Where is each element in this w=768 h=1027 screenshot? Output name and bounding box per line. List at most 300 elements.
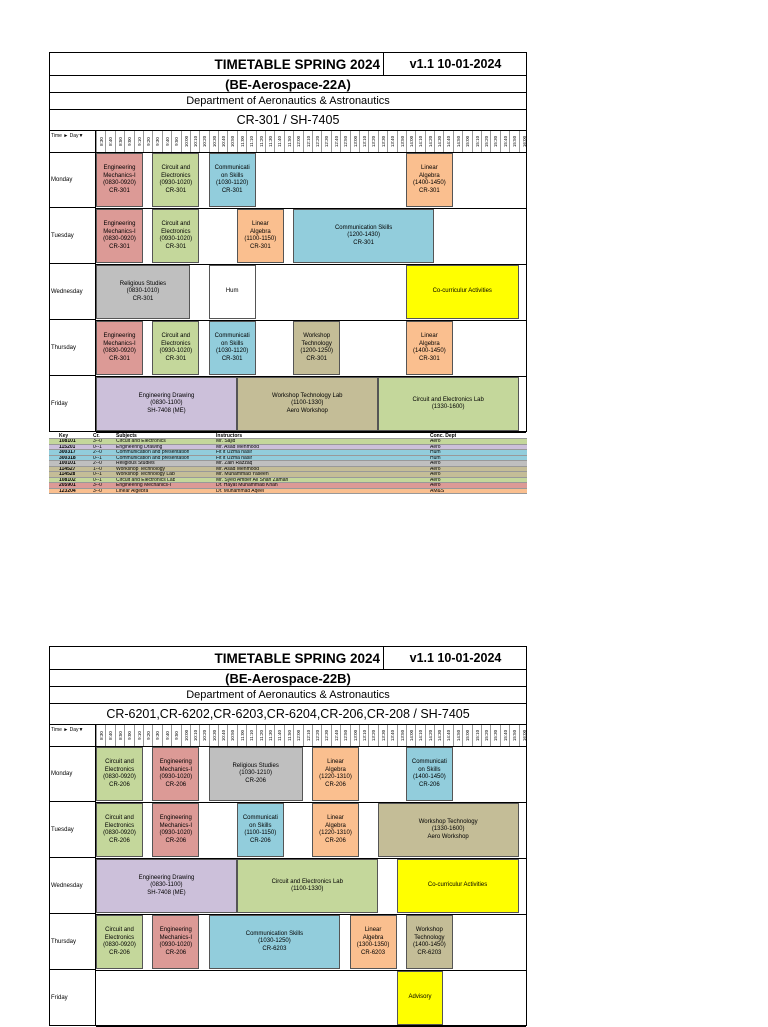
time-tick-label — [519, 725, 528, 746]
time-tick-text: 14:40 — [446, 135, 452, 148]
timetable — [49, 52, 527, 432]
class-block-text: CR-301 — [165, 187, 187, 194]
time-tick-label — [227, 725, 236, 746]
class-block-text: Mechanics-I — [159, 934, 192, 941]
time-day-label: Time ► Day▼ — [50, 725, 96, 746]
class-block[interactable] — [96, 265, 190, 319]
time-tick-text: 14:50 — [455, 135, 461, 148]
time-tick-text: 8:40 — [108, 731, 114, 740]
key-cell: Linear Algebra — [116, 488, 149, 494]
class-block[interactable] — [152, 209, 199, 263]
class-block[interactable] — [406, 747, 453, 801]
class-block-text: (0930-1020) — [159, 942, 193, 948]
class-block[interactable] — [209, 915, 340, 969]
time-tick-text: 10:20 — [202, 135, 208, 148]
time-tick-text: 11:50 — [286, 136, 292, 147]
class-block[interactable] — [152, 915, 199, 969]
time-tick-text: 15:30 — [493, 729, 499, 742]
time-tick-text: 10:30 — [211, 729, 217, 742]
class-block-text: CR-301 — [353, 239, 374, 246]
time-tick-label — [350, 131, 359, 152]
time-tick-label — [190, 725, 199, 746]
class-block[interactable] — [209, 747, 303, 801]
time-tick-text: 12:10 — [305, 135, 311, 148]
class-block-text: Communication Skills — [334, 224, 393, 231]
class-block-text: (1100-1330) — [291, 886, 324, 892]
class-block-text: (0930-1020) — [159, 830, 193, 836]
time-header-row — [50, 131, 526, 153]
key-header-cell: Cr. — [93, 433, 100, 439]
time-tick-text: 12:30 — [324, 135, 330, 148]
time-tick-text: 10:10 — [192, 729, 198, 742]
class-block[interactable] — [312, 747, 359, 801]
time-tick-text: 16:00 — [521, 135, 527, 148]
time-tick-label — [190, 131, 199, 152]
time-tick-label — [368, 131, 377, 152]
key-cell: Aero — [430, 461, 441, 466]
day-row-divider — [96, 970, 526, 1027]
time-tick-text: 12:40 — [333, 729, 339, 742]
time-tick-text: 13:40 — [390, 729, 396, 742]
class-block[interactable] — [237, 803, 284, 857]
key-cell: Mr. Syed Amber Ali Shah Zaman — [216, 477, 289, 483]
time-tick-label — [134, 725, 143, 746]
class-block[interactable] — [209, 265, 256, 319]
class-block[interactable] — [350, 915, 397, 969]
key-cell: Flt lt Uzma nasir — [216, 455, 253, 461]
key-cell: 2--0 — [93, 450, 102, 455]
time-tick-label — [181, 725, 190, 746]
time-tick-text: 9:00 — [127, 731, 133, 740]
class-block-text: Circuit and — [105, 759, 134, 765]
class-block-text: Linear — [421, 333, 438, 339]
key-cell: 300317 — [59, 450, 76, 455]
time-tick-label — [368, 725, 377, 746]
class-block-text: (1100-1150) — [244, 236, 277, 242]
class-block[interactable] — [312, 803, 359, 857]
class-block-text: (0830-0920) — [103, 942, 136, 948]
key-cell: Circuit and Electronics — [116, 439, 166, 444]
time-tick-label — [406, 725, 415, 746]
time-tick-label — [509, 131, 518, 152]
time-tick-label — [181, 131, 190, 152]
time-tick-text: 11:10 — [249, 136, 255, 147]
key-cell: Hum — [430, 455, 441, 461]
time-tick-label — [143, 131, 152, 152]
class-block-text: (0830-0920) — [103, 348, 136, 354]
time-tick-text: 11:10 — [249, 730, 255, 741]
time-tick-label — [284, 131, 293, 152]
class-block[interactable] — [96, 321, 143, 375]
time-tick-label — [312, 725, 321, 746]
time-tick-label — [312, 131, 321, 152]
class-block-text: (0930-1020) — [159, 774, 193, 780]
class-block-text: CR-206 — [109, 781, 130, 788]
key-cell: 100101 — [59, 461, 76, 466]
time-tick-text: 9:50 — [174, 137, 180, 146]
class-block-text: CR-6203 — [417, 949, 442, 956]
class-block[interactable] — [209, 321, 256, 375]
time-tick-text: 11:40 — [277, 136, 283, 147]
time-tick-label — [415, 131, 424, 152]
time-tick-label — [378, 725, 387, 746]
class-block-text: (1330-1600) — [431, 826, 465, 833]
key-cell: Mr. Zain Razzaq — [216, 461, 253, 466]
day-label: Tuesday — [50, 208, 96, 264]
time-tick-label — [227, 131, 236, 152]
class-block-text: (1220-1310) — [319, 774, 352, 780]
key-header-cell: Conc. Dept — [430, 433, 457, 439]
time-tick-text: 13:00 — [352, 729, 358, 742]
key-cell: Aero — [430, 466, 441, 472]
time-tick-label — [237, 725, 246, 746]
class-block-text: (0830-1100) — [150, 882, 183, 889]
class-block-text: CR-301 — [109, 187, 130, 194]
time-tick-text: 11:30 — [268, 730, 274, 741]
time-tick-text: 9:30 — [155, 731, 161, 740]
key-cell: Circuit and Electronics Lab — [116, 477, 176, 483]
time-tick-label — [462, 725, 471, 746]
time-tick-text: 10:50 — [230, 135, 236, 148]
class-block-text: Circuit and Electronics Lab — [412, 396, 484, 403]
class-block[interactable] — [397, 971, 444, 1025]
time-tick-text: 10:00 — [183, 135, 189, 148]
time-tick-text: 13:30 — [380, 729, 386, 742]
time-tick-label — [124, 725, 133, 746]
time-tick-text: 13:20 — [371, 729, 377, 742]
key-cell: Hum — [430, 450, 441, 455]
time-tick-text: 11:00 — [239, 136, 245, 147]
class-block-text: Algebra — [325, 822, 346, 829]
class-block-text: Engineering — [103, 165, 136, 171]
class-block[interactable] — [406, 915, 453, 969]
time-tick-text: 8:30 — [99, 731, 104, 740]
class-block-text: CR-206 — [249, 837, 271, 844]
class-block-text: SH-7408 (ME) — [147, 407, 186, 414]
class-block-text: Circuit and Electronics Lab — [271, 878, 343, 885]
class-block-text: CR-206 — [109, 949, 130, 956]
class-block-text: Circuit and — [161, 165, 191, 171]
key-cell: Flt lt Uzma nasir — [216, 450, 253, 455]
time-tick-text: 15:10 — [474, 135, 480, 148]
time-tick-text: 8:50 — [117, 137, 123, 146]
class-block-text: Communicati — [214, 165, 250, 171]
day-label: Wednesday — [50, 858, 96, 914]
time-tick-label — [171, 725, 180, 746]
class-block[interactable] — [293, 209, 434, 263]
key-cell: Aero — [430, 472, 441, 477]
class-block-text: Mechanics-I — [159, 822, 192, 829]
class-block-text: (1400-1450) — [413, 348, 446, 354]
class-block-text: Technology — [301, 340, 332, 347]
time-tick-label — [453, 725, 462, 746]
class-block-text: Linear — [421, 165, 438, 171]
time-tick-text: 10:40 — [221, 135, 227, 148]
key-cell: 3--0 — [93, 483, 102, 488]
time-tick-text: 14:10 — [418, 135, 424, 148]
time-tick-text: 12:00 — [296, 135, 302, 148]
time-tick-label — [246, 131, 255, 152]
time-tick-label — [331, 725, 340, 746]
time-tick-text: 15:20 — [484, 135, 490, 148]
key-cell: Religious Studies — [116, 461, 155, 466]
key-row — [49, 489, 527, 495]
key-cell: 115201 — [59, 444, 76, 450]
class-block[interactable] — [96, 915, 143, 969]
class-block-text: Algebra — [325, 766, 346, 773]
time-tick-label — [293, 725, 302, 746]
time-tick-label — [397, 725, 406, 746]
class-block[interactable] — [293, 321, 340, 375]
key-cell: 0--1 — [93, 444, 102, 450]
class-block[interactable] — [96, 803, 143, 857]
time-tick-label — [359, 131, 368, 152]
class-block-text: (1030-1120) — [216, 348, 249, 354]
time-tick-text: 11:20 — [258, 730, 264, 741]
key-cell: Engineering Drawing — [116, 444, 163, 450]
class-block-text: Electronics — [104, 822, 135, 829]
class-block-text: Mechanics-I — [159, 766, 192, 773]
time-header-row — [50, 725, 526, 747]
time-tick-text: 9:40 — [164, 137, 170, 146]
time-tick-text: 14:00 — [408, 135, 414, 148]
class-block-text: Mechanics-I — [103, 172, 136, 179]
class-block-text: Electronics — [161, 172, 191, 179]
class-block[interactable] — [96, 153, 143, 207]
time-tick-text: 11:20 — [258, 136, 264, 147]
time-tick-label — [293, 131, 302, 152]
class-block-text: Workshop Technology Lab — [272, 392, 343, 399]
key-cell: Aero — [430, 444, 441, 450]
time-tick-text: 10:10 — [192, 135, 198, 148]
department-name: Department of Aeronautics & Astronautics — [50, 93, 526, 110]
class-block-text: (0930-1020) — [159, 348, 193, 354]
day-label: Wednesday — [50, 264, 96, 320]
class-block-text: Workshop — [415, 927, 443, 933]
class-block[interactable] — [152, 803, 199, 857]
key-cell: 300318 — [59, 455, 76, 461]
class-block[interactable] — [96, 209, 143, 263]
time-tick-text: 15:30 — [493, 135, 499, 148]
version-label: v1.1 10-01-2024 — [409, 57, 502, 71]
class-block-text: Technology — [414, 934, 445, 941]
time-tick-text: 14:30 — [437, 729, 443, 742]
time-tick-text: 13:20 — [371, 135, 377, 148]
time-tick-text: 14:20 — [427, 729, 433, 742]
class-block-text: CR-301 — [221, 355, 243, 362]
time-tick-label — [274, 725, 283, 746]
class-block-text: (1100-1150) — [244, 830, 277, 836]
time-tick-label — [303, 131, 312, 152]
class-block-text: (0830-0920) — [103, 180, 136, 186]
time-tick-label — [443, 725, 452, 746]
class-block-text: Engineering — [103, 333, 136, 339]
class-block[interactable] — [96, 747, 143, 801]
class-block-text: Linear — [327, 759, 344, 765]
class-block-text: Engineering — [159, 759, 192, 765]
time-tick-label — [425, 131, 434, 152]
time-tick-label — [105, 131, 114, 152]
class-block-text: CR-206 — [325, 837, 346, 844]
class-block[interactable] — [237, 209, 284, 263]
time-tick-label — [425, 725, 434, 746]
class-block[interactable] — [406, 321, 453, 375]
time-tick-label — [171, 131, 180, 152]
time-tick-label — [152, 131, 161, 152]
time-tick-text: 12:50 — [343, 135, 349, 148]
day-label: Thursday — [50, 320, 96, 376]
class-block[interactable] — [378, 377, 519, 431]
room-list: CR-301 / SH-7405 — [50, 110, 526, 131]
class-block-text: CR-206 — [165, 781, 187, 788]
key-cell: 3--0 — [93, 439, 102, 444]
key-cell: 0--1 — [93, 455, 102, 461]
key-cell: Aero — [430, 439, 441, 444]
class-block-text: CR-206 — [165, 837, 187, 844]
class-block-text: Engineering — [159, 927, 192, 933]
time-tick-label — [359, 725, 368, 746]
time-tick-label — [472, 725, 481, 746]
class-block-text: CR-206 — [165, 949, 187, 956]
class-block[interactable] — [378, 803, 519, 857]
time-tick-text: 13:10 — [361, 729, 367, 742]
time-tick-label — [490, 725, 499, 746]
time-tick-text: 15:50 — [512, 729, 518, 742]
time-tick-text: 13:30 — [380, 135, 386, 148]
schedule-grid — [49, 725, 527, 1026]
time-tick-text: 14:00 — [408, 729, 414, 742]
time-tick-label — [237, 131, 246, 152]
class-block[interactable] — [96, 859, 237, 913]
class-block-text: Linear — [327, 815, 344, 821]
time-tick-text: 15:50 — [512, 135, 518, 148]
time-tick-label — [256, 131, 265, 152]
time-tick-text: 16:00 — [521, 729, 527, 742]
class-block-text: on Skills — [220, 172, 244, 179]
time-tick-text: 10:20 — [202, 729, 208, 742]
class-block[interactable] — [152, 321, 199, 375]
time-tick-label — [162, 725, 171, 746]
time-tick-label — [490, 131, 499, 152]
class-block-text: Circuit and — [105, 927, 134, 933]
class-block-text: Workshop Technology — [418, 818, 478, 825]
time-tick-text: 12:00 — [296, 729, 302, 742]
class-block-text: (0830-1010) — [126, 288, 160, 295]
class-block[interactable] — [152, 153, 199, 207]
time-tick-text: 15:00 — [465, 729, 471, 742]
time-tick-text: 12:40 — [333, 135, 339, 148]
time-tick-text: 10:40 — [221, 729, 227, 742]
time-tick-text: 15:10 — [474, 729, 480, 742]
class-block-text: CR-301 — [249, 243, 271, 250]
timetable-header — [49, 52, 527, 131]
class-block-text: (1400-1450) — [413, 942, 446, 948]
class-block-text: (1300-1350) — [356, 942, 390, 948]
class-block[interactable] — [209, 153, 256, 207]
time-tick-label — [256, 725, 265, 746]
class-block-text: Communicati — [411, 759, 447, 765]
class-block-text: CR-206 — [109, 837, 130, 844]
key-cell: Mr. Asad Mehmood — [216, 466, 260, 472]
time-tick-text: 12:30 — [324, 729, 330, 742]
time-tick-label — [152, 725, 161, 746]
day-label: Monday — [50, 152, 96, 208]
class-block-text: Algebra — [362, 934, 384, 941]
key-cell: AM&S — [430, 488, 445, 494]
day-label: Tuesday — [50, 802, 96, 858]
class-block-text: CR-301 — [165, 243, 187, 250]
title-row — [50, 647, 526, 670]
time-tick-text: 13:00 — [352, 135, 358, 148]
class-block-text: CR-301 — [419, 355, 440, 362]
class-block-text: (1100-1330) — [291, 400, 324, 407]
class-block[interactable] — [237, 859, 378, 913]
class-block-text: on Skills — [418, 766, 441, 773]
class-block[interactable] — [96, 377, 237, 431]
key-cell: Dr. Muhammad Aqeel — [216, 488, 265, 494]
class-block-text: Workshop — [303, 333, 331, 339]
key-cell: Aero — [430, 477, 441, 483]
time-tick-label — [519, 131, 528, 152]
time-tick-text: 8:40 — [108, 137, 114, 146]
class-block-text: Electronics — [104, 934, 135, 941]
timetable-title: TIMETABLE SPRING 2024 — [50, 53, 384, 76]
key-cell: Communication and presentation — [116, 450, 190, 455]
time-tick-label — [500, 131, 509, 152]
time-tick-label — [265, 725, 274, 746]
class-block-text: CR-206 — [245, 777, 266, 784]
day-label: Friday — [50, 376, 96, 432]
class-block-text: Linear — [251, 221, 269, 227]
time-tick-text: 11:00 — [239, 730, 245, 741]
key-cell: 108102 — [59, 477, 76, 483]
key-cell: Communication and presentation — [116, 455, 190, 461]
title-row — [50, 53, 526, 76]
class-block-text: Circuit and — [105, 815, 134, 821]
key-cell: 108101 — [59, 439, 76, 444]
time-tick-label — [340, 131, 349, 152]
schedule-grid — [49, 131, 527, 432]
key-cell: 2--0 — [93, 461, 102, 466]
class-block-text: CR-301 — [109, 355, 130, 362]
class-block-text: Religious Studies — [232, 762, 279, 769]
time-tick-label — [481, 131, 490, 152]
class-block-text: CR-206 — [325, 781, 346, 788]
class-block-text: CR-301 — [221, 187, 243, 194]
time-tick-label — [143, 725, 152, 746]
class-block[interactable] — [406, 153, 453, 207]
time-tick-label — [162, 131, 171, 152]
class-block-text: Algebra — [249, 228, 271, 235]
time-tick-text: 13:50 — [399, 729, 405, 742]
class-block[interactable] — [406, 265, 519, 319]
time-tick-label — [453, 131, 462, 152]
class-block-text: (0830-0920) — [103, 830, 136, 836]
class-block-text: CR-206 — [419, 781, 440, 788]
key-cell: Dr. Hayat Muhammad Khan — [216, 483, 278, 488]
time-tick-label — [500, 725, 509, 746]
class-block[interactable] — [237, 377, 378, 431]
class-block[interactable] — [152, 747, 199, 801]
class-block-text: (0930-1020) — [159, 236, 193, 242]
class-block[interactable] — [397, 859, 519, 913]
key-cell: Workshop Technology Lab — [116, 472, 175, 477]
time-tick-label — [321, 725, 330, 746]
time-tick-text: 15:40 — [502, 135, 508, 148]
time-tick-label — [96, 725, 105, 746]
time-tick-text: 15:40 — [502, 729, 508, 742]
time-tick-label — [199, 131, 208, 152]
